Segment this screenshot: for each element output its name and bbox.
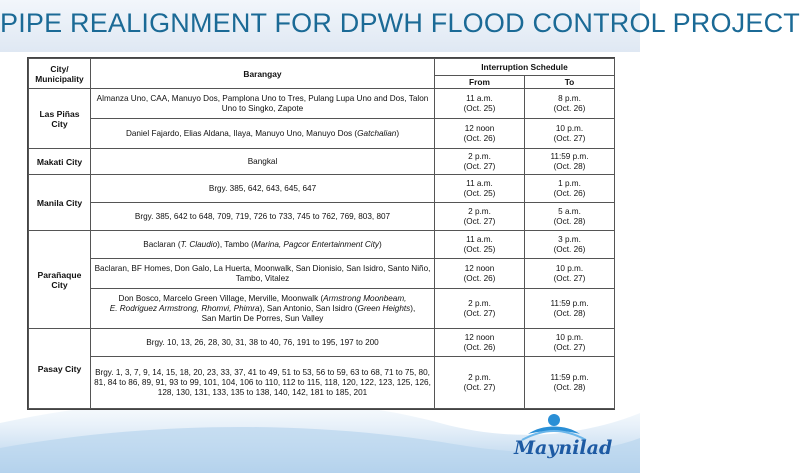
to-cell: 11:59 p.m. (Oct. 28) bbox=[525, 149, 615, 175]
to-cell: 10 p.m. (Oct. 27) bbox=[525, 259, 615, 289]
from-cell: 2 p.m. (Oct. 27) bbox=[435, 203, 525, 231]
city-paranaque: Parañaque City bbox=[29, 231, 91, 329]
header-row bbox=[29, 59, 615, 76]
header-to: To bbox=[525, 76, 615, 89]
table-row bbox=[29, 119, 615, 149]
from-cell: 11 a.m. (Oct. 25) bbox=[435, 89, 525, 119]
table-row bbox=[29, 89, 615, 119]
barangay-cell: Baclaran, BF Homes, Don Galo, La Huerta, Moonwalk, San Dionisio, San Isidro, Santo Niño, Tambo, Vitalez bbox=[91, 259, 435, 289]
header-schedule: Interruption Schedule bbox=[435, 59, 615, 76]
table-row bbox=[29, 357, 615, 409]
barangay-cell: Don Bosco, Marcelo Green Village, Merville, Moonwalk (Armstrong Moonbeam, E. Rodriguez Armstrong, Rhomvi, Phimra), San Antonio, San Isidro (Green Heights), San Martin De Porres, Sun Valley bbox=[91, 289, 435, 329]
to-cell: 10 p.m. (Oct. 27) bbox=[525, 119, 615, 149]
to-cell: 3 p.m. (Oct. 26) bbox=[525, 231, 615, 259]
page-title: PIPE REALIGNMENT FOR DPWH FLOOD CONTROL PROJECT bbox=[0, 0, 640, 52]
header-barangay: Barangay bbox=[91, 59, 435, 89]
barangay-cell: Brgy. 385, 642, 643, 645, 647 bbox=[91, 175, 435, 203]
barangay-cell: Brgy. 385, 642 to 648, 709, 719, 726 to 733, 745 to 762, 769, 803, 807 bbox=[91, 203, 435, 231]
city-las-pinas: Las Piñas City bbox=[29, 89, 91, 149]
city-manila: Manila City bbox=[29, 175, 91, 231]
to-cell: 11:59 p.m. (Oct. 28) bbox=[525, 289, 615, 329]
from-cell: 2 p.m. (Oct. 27) bbox=[435, 149, 525, 175]
from-cell: 12 noon (Oct. 26) bbox=[435, 329, 525, 357]
to-cell: 10 p.m. (Oct. 27) bbox=[525, 329, 615, 357]
table-row bbox=[29, 259, 615, 289]
to-cell: 5 a.m. (Oct. 28) bbox=[525, 203, 615, 231]
barangay-cell: Bangkal bbox=[91, 149, 435, 175]
to-cell: 11:59 p.m. (Oct. 28) bbox=[525, 357, 615, 409]
barangay-cell: Daniel Fajardo, Elias Aldana, Ilaya, Manuyo Uno, Manuyo Dos (Gatchalian) bbox=[91, 119, 435, 149]
header-city: City/ Municipality bbox=[29, 59, 91, 89]
table-row bbox=[29, 203, 615, 231]
barangay-cell: Almanza Uno, CAA, Manuyo Dos, Pamplona Uno to Tres, Pulang Lupa Uno and Dos, Talon Uno to Singko, Zapote bbox=[91, 89, 435, 119]
from-cell: 12 noon (Oct. 26) bbox=[435, 259, 525, 289]
city-pasay: Pasay City bbox=[29, 329, 91, 409]
city-makati: Makati City bbox=[29, 149, 91, 175]
from-cell: 2 p.m. (Oct. 27) bbox=[435, 289, 525, 329]
from-cell: 2 p.m. (Oct. 27) bbox=[435, 357, 525, 409]
logo-text: Maynilad bbox=[514, 437, 613, 459]
table-row bbox=[29, 329, 615, 357]
to-cell: 1 p.m. (Oct. 26) bbox=[525, 175, 615, 203]
barangay-cell: Brgy. 1, 3, 7, 9, 14, 15, 18, 20, 23, 33, 37, 41 to 49, 51 to 53, 56 to 59, 63 to 68, 71 to 75, 80, 81, 84 to 86, 89, 91, 93 to 99, 101, 104, 106 to 110, 112 to 115, 118, 120, 122, 123, 125, 126, 128, 130, 131, 133, 135 to 138, 140, 142, 181 to 185, 201 bbox=[91, 357, 435, 409]
barangay-cell: Brgy. 10, 13, 26, 28, 30, 31, 38 to 40, 76, 191 to 195, 197 to 200 bbox=[91, 329, 435, 357]
schedule-table bbox=[27, 57, 615, 410]
from-cell: 11 a.m. (Oct. 25) bbox=[435, 231, 525, 259]
to-cell: 8 p.m. (Oct. 26) bbox=[525, 89, 615, 119]
from-cell: 11 a.m. (Oct. 25) bbox=[435, 175, 525, 203]
header-from: From bbox=[435, 76, 525, 89]
table-row bbox=[29, 175, 615, 203]
table-row bbox=[29, 231, 615, 259]
table-row bbox=[29, 289, 615, 329]
barangay-cell: Baclaran (T. Claudio), Tambo (Marina, Pagcor Entertainment City) bbox=[91, 231, 435, 259]
from-cell: 12 noon (Oct. 26) bbox=[435, 119, 525, 149]
table-row bbox=[29, 149, 615, 175]
